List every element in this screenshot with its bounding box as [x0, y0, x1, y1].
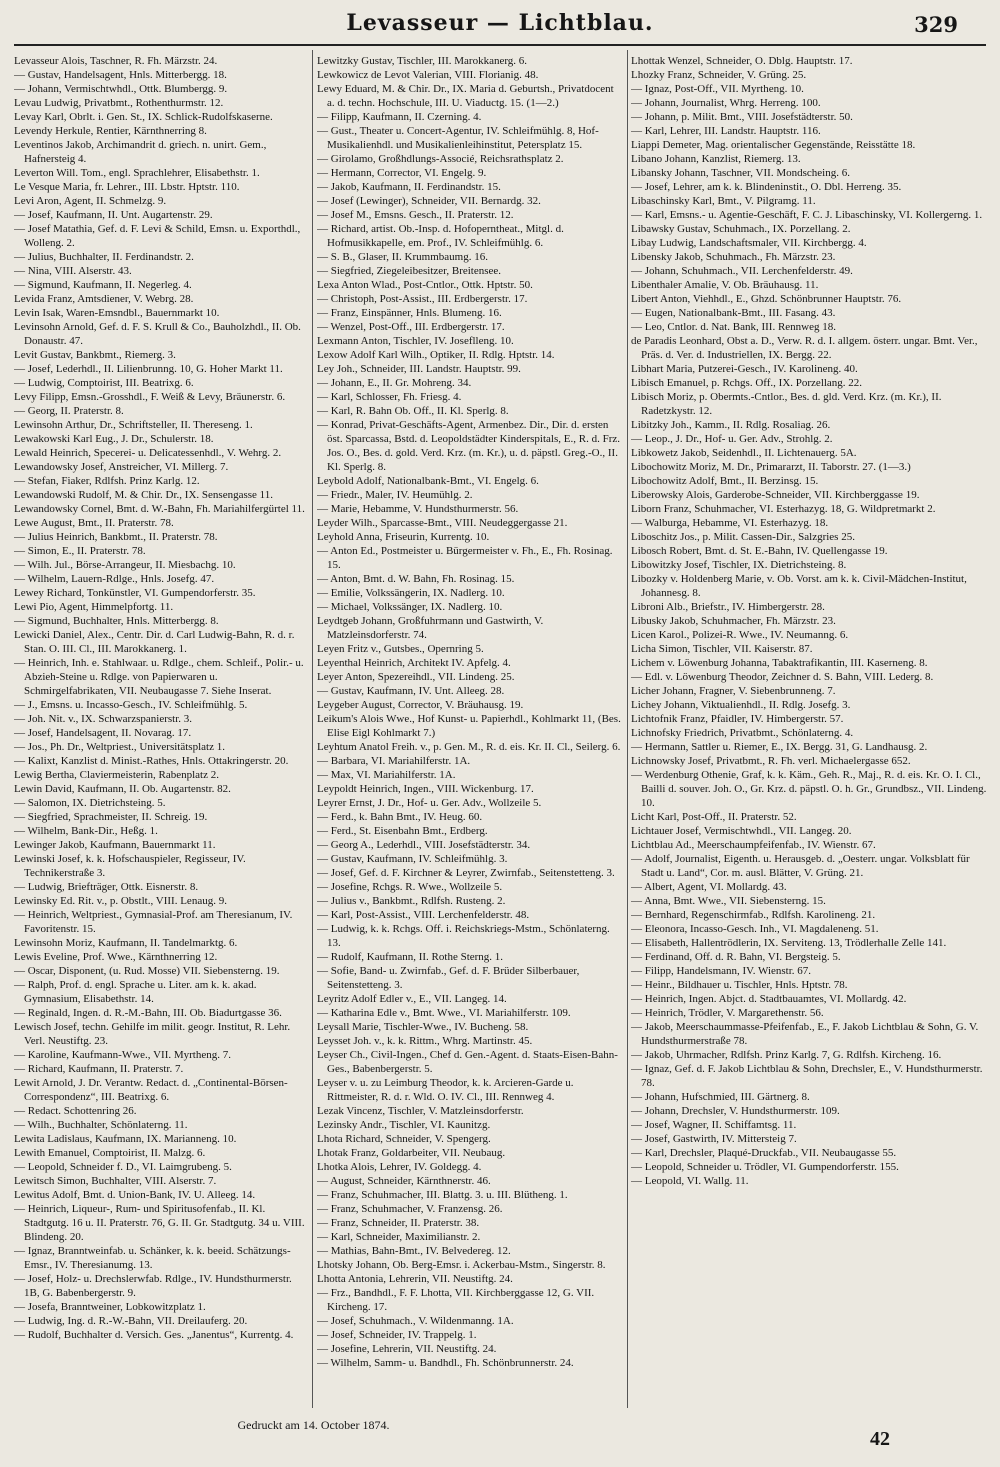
directory-entry: Leysset Joh. v., k. k. Rittm., Whrg. Martinstr. 45. — [317, 1035, 533, 1047]
directory-entry: Lewy Eduard, M. & Chir. Dr., IX. Maria d. Geburtsh., Privatdocent a. d. techn. Hochschule, III. U. Viaductg. 15. (1—2.) — [317, 83, 614, 109]
directory-entry: — Ralph, Prof. d. engl. Sprache u. Liter. am k. k. akad. Gymnasium, Elisabethstr. 14. — [14, 979, 257, 1005]
directory-entry: — J., Emsns. u. Incasso-Gesch., IV. Schleifmühlg. 5. — [14, 699, 248, 711]
directory-entry: — Karl, Post-Assist., VIII. Lerchenfelderstr. 48. — [317, 909, 530, 921]
directory-entry: Leyhold Anna, Friseurin, Kurrentg. 10. — [317, 531, 490, 543]
directory-entry: Libensky Jakob, Schuhmach., Fh. Märzstr. 23. — [631, 251, 836, 263]
directory-entry: Lewit Arnold, J. Dr. Verantw. Redact. d. „Continental-Börsen-Correspondenz“, III. Beatrixg. 6. — [14, 1077, 288, 1103]
directory-entry: Liappi Demeter, Mag. orientalischer Gegenstände, Reisstätte 18. — [631, 139, 916, 151]
directory-entry: — Max, VI. Mariahilferstr. 1A. — [317, 769, 456, 781]
print-date: Gedruckt am 14. October 1874. — [237, 1418, 390, 1432]
directory-entry: Lewald Heinrich, Specerei- u. Delicatessenhdl., V. Wehrg. 2. — [14, 447, 282, 459]
directory-entry: — Nina, VIII. Alserstr. 43. — [14, 265, 132, 277]
directory-entry: — Stefan, Fiaker, Rdlfsh. Prinz Karlg. 12. — [14, 475, 200, 487]
directory-entry: — Bernhard, Regenschirmfab., Rdlfsh. Karolineng. 21. — [631, 909, 876, 921]
directory-entry: — Leop., J. Dr., Hof- u. Ger. Adv., Strohlg. 2. — [631, 433, 833, 445]
directory-entry: — Walburga, Hebamme, VI. Esterhazyg. 18. — [631, 517, 829, 529]
directory-entry: Lewicki Daniel, Alex., Centr. Dir. d. Carl Ludwig-Bahn, R. d. r. Stan. O. III. Cl., III. Marokkanerg. 1. — [14, 629, 295, 655]
directory-entry: de Paradis Leonhard, Obst a. D., Verw. R. d. I. allgem. österr. ungar. Bmt. Ver., Präs. d. Ver. d. Industriellen, IX. Bergg. 22. — [631, 335, 978, 361]
directory-entry: — Hermann, Corrector, VI. Engelg. 9. — [317, 167, 487, 179]
directory-entry: — Oscar, Disponent, (u. Rud. Mosse) VII. Siebensterng. 19. — [14, 965, 280, 977]
directory-entry: Liborn Franz, Schuhmacher, VI. Esterhazyg. 18, G. Wildpretmarkt 2. — [631, 503, 936, 515]
directory-entry: — Hermann, Sattler u. Riemer, E., IX. Bergg. 31, G. Landhausg. 2. — [631, 741, 928, 753]
directory-entry: — Gust., Theater u. Concert-Agentur, IV. Schleifmühlg. 8, Hof-Musikalienhdl. und Musikalienleihinstitut, Petersplatz 15. — [317, 125, 599, 151]
directory-entry: Leyhtum Anatol Freih. v., p. Gen. M., R. d. eis. Kr. II. Cl., Seilerg. 6. — [317, 741, 621, 753]
directory-entry: — Friedr., Maler, IV. Heumühlg. 2. — [317, 489, 473, 501]
directory-entry: Lewitzky Gustav, Tischler, III. Marokkanerg. 6. — [317, 55, 528, 67]
directory-entry: — Heinrich, Inh. e. Stahlwaar. u. Rdlge., chem. Schleif., Polir.- u. Abzieh-Steine u. Rdlge. von Papierwaren u. Schmirgelfabrikaten, VII. Neubaugasse 7. Siehe Inserat. — [14, 657, 304, 697]
directory-entry: — Gustav, Handelsagent, Hnls. Mitterbergg. 18. — [14, 69, 227, 81]
directory-entry: — Ferd., St. Eisenbahn Bmt., Erdberg. — [317, 825, 488, 837]
directory-entry: — Julius Heinrich, Bankbmt., II. Praterstr. 78. — [14, 531, 218, 543]
directory-entry: — Sigmund, Buchhalter, Hnls. Mitterbergg. 8. — [14, 615, 219, 627]
directory-entry: Libozky v. Holdenberg Marie, v. Ob. Vorst. am k. k. Civil-Mädchen-Institut, Johannesg. 8. — [631, 573, 967, 599]
directory-entry: Le Vesque Maria, fr. Lehrer., III. Lbstr. Hptstr. 110. — [14, 181, 240, 193]
column-divider — [312, 50, 313, 1408]
directory-entry: Leverton Will. Tom., engl. Sprachlehrer, Elisabethstr. 1. — [14, 167, 260, 179]
directory-entry: — Karl, Lehrer, III. Landstr. Hauptstr. 116. — [631, 125, 821, 137]
directory-entry: Libay Ludwig, Landschaftsmaler, VII. Kirchbergg. 4. — [631, 237, 867, 249]
directory-entry: — Joh. Nit. v., IX. Schwarzspanierstr. 3. — [14, 713, 193, 725]
directory-entry: Leyser v. u. zu Leimburg Theodor, k. k. Arcieren-Garde u. Rittmeister, R. d. r. Wld. O. IV. Cl., III. Rennweg 4. — [317, 1077, 574, 1103]
directory-entry: — Johann, Drechsler, V. Hundsthurmerstr. 109. — [631, 1105, 840, 1117]
directory-entry: Licen Karol., Polizei-R. Wwe., IV. Neumanng. 6. — [631, 629, 849, 641]
directory-entry: — Sigmund, Kaufmann, II. Negerleg. 4. — [14, 279, 192, 291]
directory-entry: — Girolamo, Großhdlungs-Associé, Reichsrathsplatz 2. — [317, 153, 564, 165]
directory-entry: — Georg A., Lederhdl., VIII. Josefstädterstr. 34. — [317, 839, 531, 851]
directory-entry: — Leo, Cntlor. d. Nat. Bank, III. Rennweg 18. — [631, 321, 836, 333]
directory-entry: — Eleonora, Incasso-Gesch. Inh., VI. Magdaleneng. 51. — [631, 923, 879, 935]
directory-entry: Licha Simon, Tischler, VII. Kaiserstr. 87. — [631, 643, 813, 655]
directory-entry: Lexmann Anton, Tischler, IV. Joseflleng. 10. — [317, 335, 514, 347]
directory-entry: — Julius, Buchhalter, II. Ferdinandstr. 2. — [14, 251, 194, 263]
directory-entry: — Anna, Bmt. Wwe., VII. Siebensterng. 15. — [631, 895, 826, 907]
directory-entry: Lewinsohn Moriz, Kaufmann, II. Tandelmarktg. 6. — [14, 937, 238, 949]
directory-entry: — Ignaz, Branntweinfab. u. Schänker, k. k. beeid. Schätzungs-Emsr., IV. Theresianumg. 13. — [14, 1245, 291, 1271]
directory-entry: — Wenzel, Post-Off., III. Erdbergerstr. 17. — [317, 321, 505, 333]
directory-entry: — Josef, Schneider, IV. Trappelg. 1. — [317, 1329, 477, 1341]
directory-entry: Levay Karl, Obrlt. i. Gen. St., IX. Schlick-Rudolfskaserne. — [14, 111, 273, 123]
directory-entry: — August, Schneider, Kärnthnerstr. 46. — [317, 1175, 491, 1187]
directory-entry: — Heinrich, Trödler, V. Margarethenstr. 56. — [631, 1007, 824, 1019]
directory-entry: Lhotta Antonia, Lehrerin, VII. Neustiftg. 24. — [317, 1273, 513, 1285]
directory-entry: Levasseur Alois, Taschner, R. Fh. Märzstr. 24. — [14, 55, 218, 67]
directory-entry: — Leopold, VI. Wallg. 11. — [631, 1175, 749, 1187]
directory-entry: — Katharina Edle v., Bmt. Wwe., VI. Mariahilferstr. 109. — [317, 1007, 571, 1019]
directory-entry: — Anton Ed., Postmeister u. Bürgermeister v. Fh., E., Fh. Rosinag. 15. — [317, 545, 613, 571]
directory-entry: Lewandowsky Cornel, Bmt. d. W.-Bahn, Fh. Mariahilfergürtel 11. — [14, 503, 305, 515]
directory-entry: — Ferd., k. Bahn Bmt., IV. Heug. 60. — [317, 811, 483, 823]
directory-entry: Lhotsky Johann, Ob. Berg-Emsr. i. Ackerbau-Mstm., Singerstr. 8. — [317, 1259, 606, 1271]
column-right — [631, 54, 988, 1404]
directory-entry: — Marie, Hebamme, V. Hundsthurmerstr. 56. — [317, 503, 519, 515]
directory-entry: Libusky Jakob, Schuhmacher, Fh. Märzstr. 23. — [631, 615, 836, 627]
directory-entry: Libaschinsky Karl, Bmt., V. Pilgramg. 11. — [631, 195, 816, 207]
directory-entry: — Frz., Bandhdl., F. F. Lhotta, VII. Kirchberggasse 12, G. VII. Kircheng. 17. — [317, 1287, 595, 1313]
directory-entry: Leypoldt Heinrich, Ingen., VIII. Wickenburg. 17. — [317, 783, 534, 795]
directory-entry: Libisch Emanuel, p. Rchgs. Off., IX. Porzellang. 22. — [631, 377, 863, 389]
directory-entry: Lewis Eveline, Prof. Wwe., Kärnthnerring 12. — [14, 951, 218, 963]
directory-entry: — S. B., Glaser, II. Krummbaumg. 16. — [317, 251, 488, 263]
directory-entry: Lexow Adolf Karl Wilh., Optiker, II. Rdlg. Hptstr. 14. — [317, 349, 555, 361]
directory-entry: Libansky Johann, Taschner, VII. Mondscheing. 6. — [631, 167, 850, 179]
directory-entry: Levi Aron, Agent, II. Schmelzg. 9. — [14, 195, 167, 207]
directory-entry: Liboschitz Jos., p. Milit. Cassen-Dir., Salzgries 25. — [631, 531, 855, 543]
directory-entry: Leyder Wilh., Sparcasse-Bmt., VIII. Neudeggergasse 21. — [317, 517, 568, 529]
directory-entry: — Filipp, Handelsmann, IV. Wienstr. 67. — [631, 965, 812, 977]
directory-entry: Lichnofsky Friedrich, Privatbmt., Schönlaterng. 4. — [631, 727, 854, 739]
directory-entry: — Richard, Kaufmann, II. Praterstr. 7. — [14, 1063, 184, 1075]
directory-entry: — Gustav, Kaufmann, IV. Unt. Alleeg. 28. — [317, 685, 505, 697]
directory-entry: Lewig Bertha, Claviermeisterin, Rabenplatz 2. — [14, 769, 219, 781]
directory-entry: — Siegfried, Ziegeleibesitzer, Breitensee. — [317, 265, 502, 277]
directory-entry: — Josefa, Branntweiner, Lobkowitzplatz 1. — [14, 1301, 206, 1313]
directory-entry: Lewinski Josef, k. k. Hofschauspieler, Regisseur, IV. Technikerstraße 3. — [14, 853, 246, 879]
directory-entry: — Redact. Schottenring 26. — [14, 1105, 137, 1117]
directory-entry: Leyser Ch., Civil-Ingen., Chef d. Gen.-Agent. d. Staats-Eisen-Bahn-Ges., Babenbergerstr. 5. — [317, 1049, 618, 1075]
directory-entry: Libisch Moriz, p. Obermts.-Cntlor., Bes. d. gld. Verd. Krz. (m. Kr.), II. Radetzkystr. 12. — [631, 391, 942, 417]
sheet-signature: 42 — [870, 1428, 890, 1450]
directory-entry: Levau Ludwig, Privatbmt., Rothenthurmstr. 12. — [14, 97, 224, 109]
directory-entry: Lewe August, Bmt., II. Praterstr. 78. — [14, 517, 174, 529]
directory-entry: Lewinsohn Arthur, Dr., Schriftsteller, II. Thereseng. 1. — [14, 419, 253, 431]
directory-entry: Libano Johann, Kanzlist, Riemerg. 13. — [631, 153, 801, 165]
directory-entry: Libert Anton, Viehhdl., E., Ghzd. Schönbrunner Hauptstr. 76. — [631, 293, 902, 305]
page-title: Levasseur — Lichtblau. — [346, 10, 654, 36]
directory-entry: — Ludwig, Briefträger, Ottk. Eisnerstr. 8. — [14, 881, 199, 893]
directory-entry: — Ferdinand, Off. d. R. Bahn, VI. Bergsteig. 5. — [631, 951, 841, 963]
directory-entry: Lezak Vincenz, Tischler, V. Matzleinsdorferstr. — [317, 1105, 524, 1117]
directory-entry: Lewith Emanuel, Comptoirist, II. Malzg. 6. — [14, 1147, 206, 1159]
directory-entry: Lhotka Alois, Lehrer, IV. Goldegg. 4. — [317, 1161, 482, 1173]
directory-entry: Lhotak Franz, Goldarbeiter, VII. Neubaug. — [317, 1147, 506, 1159]
directory-entry: Libitzky Joh., Kamm., II. Rdlg. Rosaliag. 26. — [631, 419, 831, 431]
directory-entry: — Jakob, Meerschaummasse-Pfeifenfab., E., F. Jakob Lichtblau & Sohn, G. V. Hundsthurmerstraße 78. — [631, 1021, 979, 1047]
directory-entry: — Heinrich, Ingen. Abjct. d. Stadtbauamtes, VI. Mollardg. 42. — [631, 993, 907, 1005]
directory-entry: — Wilhelm, Samm- u. Bandhdl., Fh. Schönbrunnerstr. 24. — [317, 1357, 574, 1369]
directory-entry: Lezinsky Andr., Tischler, VI. Kaunitzg. — [317, 1119, 491, 1131]
column-left — [14, 54, 310, 1404]
directory-entry: Lewita Ladislaus, Kaufmann, IX. Marianneng. 10. — [14, 1133, 237, 1145]
directory-entry: — Josef, Wagner, II. Schiffamtsg. 11. — [631, 1119, 797, 1131]
directory-entry: — Heinr., Bildhauer u. Tischler, Hnls. Hptstr. 78. — [631, 979, 848, 991]
directory-entry: — Werdenburg Othenie, Graf, k. k. Käm., Geh. R., Maj., R. d. eis. Kr. O. I. Cl., Bailli d. souver. Joh. O., Gr. Krz. d. päpstl. O. h. Gr., Grundbsz., VII. Lindeng. 10. — [631, 769, 987, 809]
directory-entry: Lexa Anton Wlad., Post-Cntlor., Ottk. Hptstr. 50. — [317, 279, 533, 291]
directory-entry: — Johann, E., II. Gr. Mohreng. 34. — [317, 377, 472, 389]
directory-entry: Lewinsky Ed. Rit. v., p. Obstlt., VIII. Lenaug. 9. — [14, 895, 227, 907]
directory-entry: — Josef (Lewinger), Schneider, VII. Bernardg. 32. — [317, 195, 541, 207]
directory-entry: — Johann, Schuhmach., VII. Lerchenfelderstr. 49. — [631, 265, 853, 277]
directory-entry: Libawsky Gustav, Schuhmach., IX. Porzellang. 2. — [631, 223, 851, 235]
directory-entry: Levendy Herkule, Rentier, Kärnthnerring 8. — [14, 125, 207, 137]
directory-entry: Lewinger Jakob, Kaufmann, Bauernmarkt 11. — [14, 839, 216, 851]
directory-entry: — Anton, Bmt. d. W. Bahn, Fh. Rosinag. 15. — [317, 573, 515, 585]
directory-entry: — Ignaz, Post-Off., VII. Myrtheng. 10. — [631, 83, 804, 95]
directory-entry: Leyritz Adolf Edler v., E., VII. Langeg. 14. — [317, 993, 507, 1005]
directory-entry: — Michael, Volkssänger, IX. Nadlerg. 10. — [317, 601, 503, 613]
directory-entry: Lhottak Wenzel, Schneider, O. Dblg. Hauptstr. 17. — [631, 55, 853, 67]
directory-entry: Leygeber August, Corrector, V. Bräuhausg. 19. — [317, 699, 524, 711]
directory-entry: — Josefine, Lehrerin, VII. Neustiftg. 24. — [317, 1343, 497, 1355]
directory-entry: Lhozky Franz, Schneider, V. Grüng. 25. — [631, 69, 807, 81]
directory-entry: — Jakob, Uhrmacher, Rdlfsh. Prinz Karlg. 7, G. Rdlfsh. Kircheng. 16. — [631, 1049, 942, 1061]
directory-entry: Lichtauer Josef, Vermischtwhdl., VII. Langeg. 20. — [631, 825, 852, 837]
directory-entry: Lewitsch Simon, Buchhalter, VIII. Alserstr. 7. — [14, 1175, 217, 1187]
directory-entry: Libkowetz Jakob, Seidenhdl., II. Lichtenauerg. 5A. — [631, 447, 857, 459]
directory-entry: — Ludwig, Comptoirist, III. Beatrixg. 6. — [14, 377, 194, 389]
directory-entry: — Ignaz, Gef. d. F. Jakob Lichtblau & Sohn, Drechsler, E., V. Hundsthurmerstr. 78. — [631, 1063, 983, 1089]
directory-entry: Levin Isak, Waren-Emsndbl., Bauernmarkt 10. — [14, 307, 220, 319]
directory-entry: Lhota Richard, Schneider, V. Spengerg. — [317, 1133, 491, 1145]
directory-entry: Leyen Fritz v., Gutsbes., Opernring 5. — [317, 643, 484, 655]
directory-entry: — Josef, Lederhdl., II. Lilienbrunng. 10, G. Hoher Markt 11. — [14, 363, 283, 375]
directory-entry: — Josef, Gastwirth, IV. Mittersteig 7. — [631, 1133, 797, 1145]
directory-entry: — Karl, Schneider, Maximilianstr. 2. — [317, 1231, 481, 1243]
directory-entry: — Johann, Journalist, Whrg. Herreng. 100. — [631, 97, 821, 109]
directory-entry: Liberowsky Alois, Garderobe-Schneider, VII. Kirchberggasse 19. — [631, 489, 920, 501]
directory-entry: — Josef Matathia, Gef. d. F. Levi & Schild, Emsn. u. Exporthdl., Wolleng. 2. — [14, 223, 301, 249]
directory-entry: — Wilhelm, Lauern-Rdlge., Hnls. Josefg. 47. — [14, 573, 215, 585]
directory-entry: — Josef, Schuhmach., V. Wildenmanng. 1A. — [317, 1315, 514, 1327]
header-rule — [14, 44, 986, 46]
directory-entry: — Franz, Schuhmacher, III. Blattg. 3. u. III. Blütheng. 1. — [317, 1189, 568, 1201]
directory-entry: — Josef, Gef. d. F. Kirchner & Leyrer, Zwirnfab., Seitenstetteng. 3. — [317, 867, 615, 879]
directory-entry: Leyrer Ernst, J. Dr., Hof- u. Ger. Adv., Wollzeile 5. — [317, 797, 542, 809]
directory-entry: Ley Joh., Schneider, III. Landstr. Hauptstr. 99. — [317, 363, 521, 375]
directory-entry: — Rudolf, Kaufmann, II. Rothe Sterng. 1. — [317, 951, 504, 963]
directory-entry: — Josef, Lehrer, am k. k. Blindeninstit., O. Dbl. Herreng. 35. — [631, 181, 902, 193]
directory-entry: — Johann, p. Milit. Bmt., VIII. Josefstädterstr. 50. — [631, 111, 853, 123]
directory-entry: Licht Karl, Post-Off., II. Praterstr. 52. — [631, 811, 797, 823]
directory-entry: — Josef, Handelsagent, II. Novarag. 17. — [14, 727, 192, 739]
directory-entry: — Karl, Emsns.- u. Agentie-Geschäft, F. C. J. Libaschinsky, VI. Kollergerng. 1. — [631, 209, 983, 221]
directory-entry: Libosch Robert, Bmt. d. St. E.-Bahn, IV. Quellengasse 19. — [631, 545, 888, 557]
directory-entry: — Kalixt, Kanzlist d. Minist.-Rathes, Hnls. Ottakringerstr. 20. — [14, 755, 289, 767]
directory-entry: — Elisabeth, Hallentrödlerin, IX. Serviteng. 13, Trödlerhalle Zelle 141. — [631, 937, 947, 949]
directory-entry: Lewandowsky Josef, Anstreicher, VI. Millerg. 7. — [14, 461, 229, 473]
directory-entry: — Jakob, Kaufmann, II. Ferdinandstr. 15. — [317, 181, 501, 193]
directory-entry: — Ludwig, k. k. Rchgs. Off. i. Reichskriegs-Mstm., Schönlaterng. 13. — [317, 923, 610, 949]
column-divider — [627, 50, 628, 1408]
directory-entry: — Filipp, Kaufmann, II. Czerning. 4. — [317, 111, 482, 123]
directory-entry: — Christoph, Post-Assist., III. Erdbergerstr. 17. — [317, 293, 528, 305]
directory-entry: Levit Gustav, Bankbmt., Riemerg. 3. — [14, 349, 176, 361]
directory-entry: — Simon, E., II. Praterstr. 78. — [14, 545, 146, 557]
directory-entry: Lichtofnik Franz, Pfaidler, IV. Himbergerstr. 57. — [631, 713, 844, 725]
directory-entry: Levinsohn Arnold, Gef. d. F. S. Krull & Co., Bauholzhdl., II. Ob. Donaustr. 47. — [14, 321, 301, 347]
directory-entry: — Leopold, Schneider f. D., VI. Laimgrubeng. 5. — [14, 1161, 232, 1173]
directory-entry: — Salomon, IX. Dietrichsteing. 5. — [14, 797, 166, 809]
directory-entry: — Sofie, Band- u. Zwirnfab., Gef. d. F. Brüder Silberbauer, Seitenstetteng. 3. — [317, 965, 580, 991]
directory-entry: — Karl, Schlosser, Fh. Friesg. 4. — [317, 391, 462, 403]
directory-entry: — Adolf, Journalist, Eigenth. u. Herausgeb. d. „Oesterr. ungar. Volksblatt für Stadt u. Land“, Cor. m. ausl. Blätter, V. Grüng. 21. — [631, 853, 970, 879]
directory-entry: Lichnowsky Josef, Privatbmt., R. Fh. verl. Michaelergasse 652. — [631, 755, 911, 767]
directory-entry: — Barbara, VI. Mariahilferstr. 1A. — [317, 755, 471, 767]
directory-entry: Lewakowski Karl Eug., J. Dr., Schulerstr. 18. — [14, 433, 214, 445]
directory-entry: — Heinrich, Liqueur-, Rum- und Spiritusofenfab., II. Kl. Stadtgutg. 16 u. II. Praterstr. 76, G. II. Gr. Stadtgutg. 34 u. VIII. Blindeng. 20. — [14, 1203, 305, 1243]
directory-entry: — Josef M., Emsns. Gesch., II. Praterstr. 12. — [317, 209, 514, 221]
directory-entry: — Josef, Kaufmann, II. Unt. Augartenstr. 29. — [14, 209, 213, 221]
directory-entry: — Reginald, Ingen. d. R.-M.-Bahn, III. Ob. Biadurtgasse 36. — [14, 1007, 282, 1019]
directory-entry: Libenthaler Amalie, V. Ob. Bräuhausg. 11. — [631, 279, 819, 291]
directory-entry: — Leopold, Schneider u. Trödler, VI. Gumpendorferstr. 155. — [631, 1161, 899, 1173]
directory-entry: — Rudolf, Buchhalter d. Versich. Ges. „Janentus“, Kurrentg. 4. — [14, 1329, 294, 1341]
directory-entry: — Julius v., Bankbmt., Rdlfsh. Rusteng. 2. — [317, 895, 506, 907]
directory-entry: Lewi Pio, Agent, Himmelpfortg. 11. — [14, 601, 174, 613]
directory-entry: Lewin David, Kaufmann, II. Ob. Augartenstr. 82. — [14, 783, 231, 795]
directory-entry: — Eugen, Nationalbank-Bmt., III. Fasang. 43. — [631, 307, 836, 319]
directory-entry: — Richard, artist. Ob.-Insp. d. Hofoperntheat., Mitgl. d. Hofmusikkapelle, em. Prof., IV. Schleifmühlg. 6. — [317, 223, 564, 249]
page-number: 329 — [914, 12, 958, 37]
directory-entry: Levy Filipp, Emsn.-Grosshdl., F. Weiß & Levy, Bräunerstr. 6. — [14, 391, 286, 403]
directory-entry: Lichem v. Löwenburg Johanna, Tabaktrafikantin, III. Kaserneng. 8. — [631, 657, 928, 669]
directory-entry: — Albert, Agent, VI. Mollardg. 43. — [631, 881, 787, 893]
directory-entry: Libowitzky Josef, Tischler, IX. Dietrichsteing. 8. — [631, 559, 847, 571]
directory-entry: Lewkowicz de Levot Valerian, VIII. Florianig. 48. — [317, 69, 539, 81]
directory-entry: — Konrad, Privat-Geschäfts-Agent, Armenbez. Dir., Dir. d. ersten öst. Sparcassa, Bstd. d. Leopoldstädter Kinderspitals, E., R. d. Frz. Jos. O., Bes. d. gold. Verd. Krz. (m. Kr.), u. d. päpstl. Greg.-O., II. Kl. Sperlg. 8. — [317, 419, 620, 473]
directory-entry: — Gustav, Kaufmann, IV. Schleifmühlg. 3. — [317, 853, 508, 865]
directory-entry: — Ludwig, Ing. d. R.-W.-Bahn, VII. Dreilauferg. 20. — [14, 1315, 248, 1327]
directory-entry: Leyenthal Heinrich, Architekt IV. Apfelg. 4. — [317, 657, 511, 669]
directory-entry: Leikum's Alois Wwe., Hof Kunst- u. Papierhdl., Kohlmarkt 11, (Bes. Elise Eigl Kohlmarkt 7.) — [317, 713, 621, 739]
directory-entry: Leventinos Jakob, Archimandrit d. griech. n. unirt. Gem., Hafnersteig 4. — [14, 139, 267, 165]
directory-entry: — Josef, Holz- u. Drechslerwfab. Rdlge., IV. Hundsthurmerstr. 1B, G. Babenbergerstr. 9. — [14, 1273, 292, 1299]
directory-entry: Libroni Alb., Briefstr., IV. Himbergerstr. 28. — [631, 601, 825, 613]
directory-entry: — Franz, Einspänner, Hnls. Blumeng. 16. — [317, 307, 502, 319]
directory-entry: Leysall Marie, Tischler-Wwe., IV. Bucheng. 58. — [317, 1021, 529, 1033]
directory-entry: — Wilh., Buchhalter, Schönlaterng. 11. — [14, 1119, 188, 1131]
directory-entry: Lewandowski Rudolf, M. & Chir. Dr., IX. Sensengasse 11. — [14, 489, 273, 501]
directory-entry: — Wilhelm, Bank-Dir., Heßg. 1. — [14, 825, 158, 837]
directory-entry: Libochowitz Adolf, Bmt., II. Berzinsg. 15. — [631, 475, 819, 487]
directory-entry: Lewitus Adolf, Bmt. d. Union-Bank, IV. U. Alleeg. 14. — [14, 1189, 256, 1201]
directory-entry: — Karl, R. Bahn Ob. Off., II. Kl. Sperlg. 8. — [317, 405, 509, 417]
directory-entry: — Mathias, Bahn-Bmt., IV. Belvedereg. 12. — [317, 1245, 511, 1257]
column-middle — [317, 54, 624, 1404]
directory-entry: Licher Johann, Fragner, V. Siebenbrunneng. 7. — [631, 685, 836, 697]
directory-entry: Leyer Anton, Spezereihdl., VII. Lindeng. 25. — [317, 671, 515, 683]
directory-entry: Levida Franz, Amtsdiener, V. Webrg. 28. — [14, 293, 194, 305]
directory-entry: — Karl, Drechsler, Plaqué-Druckfab., VII. Neubaugasse 55. — [631, 1147, 897, 1159]
directory-entry: — Johann, Vermischtwhdl., Ottk. Blumbergg. 9. — [14, 83, 228, 95]
directory-entry: — Josefine, Rchgs. R. Wwe., Wollzeile 5. — [317, 881, 503, 893]
directory-entry: — Franz, Schuhmacher, V. Franzensg. 26. — [317, 1203, 503, 1215]
directory-entry: — Johann, Hufschmied, III. Gärtnerg. 8. — [631, 1091, 810, 1103]
directory-entry: Lewisch Josef, techn. Gehilfe im milit. geogr. Institut, R. Lehr. Verl. Neustiftg. 23. — [14, 1021, 291, 1047]
directory-entry: Lichey Johann, Viktualienhdl., II. Rdlg. Josefg. 3. — [631, 699, 851, 711]
directory-entry: — Jos., Ph. Dr., Weltpriest., Universitätsplatz 1. — [14, 741, 225, 753]
directory-entry: — Edl. v. Löwenburg Theodor, Zeichner d. S. Bahn, VIII. Lederg. 8. — [631, 671, 934, 683]
directory-entry: Libhart Maria, Putzerei-Gesch., IV. Karolineng. 40. — [631, 363, 858, 375]
directory-entry: — Franz, Schneider, II. Praterstr. 38. — [317, 1217, 480, 1229]
directory-entry: Lewey Richard, Tonkünstler, VI. Gumpendorferstr. 35. — [14, 587, 256, 599]
directory-entry: Libochowitz Moriz, M. Dr., Primararzt, II. Taborstr. 27. (1—3.) — [631, 461, 911, 473]
directory-entry: — Emilie, Volkssängerin, IX. Nadlerg. 10. — [317, 587, 505, 599]
directory-entry: Lichtblau Ad., Meerschaumpfeifenfab., IV. Wienstr. 67. — [631, 839, 876, 851]
directory-entry: — Siegfried, Sprachmeister, II. Schreig. 19. — [14, 811, 208, 823]
directory-entry: — Georg, II. Praterstr. 8. — [14, 405, 124, 417]
directory-entry: — Heinrich, Weltpriest., Gymnasial-Prof. am Theresianum, IV. Favoritenstr. 15. — [14, 909, 293, 935]
directory-entry: Leydtgeb Johann, Großfuhrmann und Gastwirth, V. Matzleinsdorferstr. 74. — [317, 615, 544, 641]
directory-entry: — Karoline, Kaufmann-Wwe., VII. Myrtheng. 7. — [14, 1049, 231, 1061]
directory-entry: — Wilh. Jul., Börse-Arrangeur, II. Miesbachg. 10. — [14, 559, 236, 571]
directory-entry: Leybold Adolf, Nationalbank-Bmt., VI. Engelg. 6. — [317, 475, 539, 487]
